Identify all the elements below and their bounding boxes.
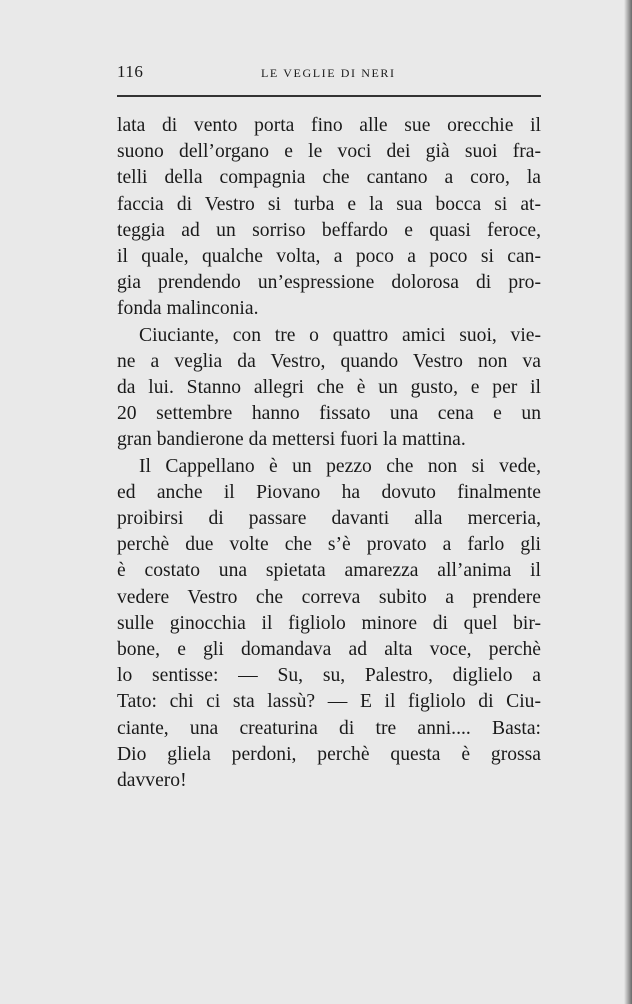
text-line: gia prendendo un’espressione dolorosa di pro-: [117, 272, 541, 294]
text-line: ciante, una creaturina di tre anni.... Basta:: [117, 717, 541, 739]
text-line: ed anche il Piovano ha dovuto finalmente: [117, 481, 541, 503]
text-line: è costato una spietata amarezza all’anima il: [117, 560, 541, 582]
text-line: suono dell’organo e le voci dei già suoi fra-: [117, 141, 541, 163]
text-line: bone, e gli domandava ad alta voce, perchè: [117, 639, 541, 661]
text-line: lo sentisse: — Su, su, Palestro, diglielo a: [117, 665, 541, 687]
header-rule: [117, 95, 541, 97]
text-line: Ciuciante, con tre o quattro amici suoi, vie-: [139, 324, 541, 346]
text-line: proibirsi di passare davanti alla merceria,: [117, 508, 541, 530]
text-line: faccia di Vestro si turba e la sua bocca si at-: [117, 193, 541, 215]
body-text: [117, 113, 541, 794]
text-line: fonda malinconia.: [117, 298, 259, 320]
text-line: gran bandierone da mettersi fuori la mattina.: [117, 429, 466, 451]
text-line: 20 settembre hanno fissato una cena e un: [117, 403, 541, 425]
text-line: Tato: chi ci sta lassù? — E il figliolo di Ciu-: [117, 691, 541, 713]
text-line: Il Cappellano è un pezzo che non si vede,: [139, 455, 541, 477]
text-line: Dio gliela perdoni, perchè questa è grossa: [117, 743, 541, 765]
text-line: ne a veglia da Vestro, quando Vestro non va: [117, 350, 541, 372]
text-line: sulle ginocchia il figliolo minore di quel bir-: [117, 612, 541, 634]
text-line: da lui. Stanno allegri che è un gusto, e per il: [117, 377, 541, 399]
page-number: 116: [117, 62, 144, 81]
running-head: [117, 62, 541, 86]
text-line: davvero!: [117, 770, 187, 792]
text-line: il quale, qualche volta, a poco a poco si can-: [117, 246, 541, 268]
page-edge-shadow: [624, 0, 632, 1004]
text-line: lata di vento porta fino alle sue orecchie il: [117, 115, 541, 136]
text-line: telli della compagnia che cantano a coro, la: [117, 167, 541, 189]
text-line: vedere Vestro che correva subito a prendere: [117, 586, 541, 608]
text-line: perchè due volte che s’è provato a farlo gli: [117, 534, 541, 556]
text-line: teggia ad un sorriso beffardo e quasi feroce,: [117, 219, 541, 241]
running-title: LE VEGLIE DI NERI: [261, 66, 396, 80]
